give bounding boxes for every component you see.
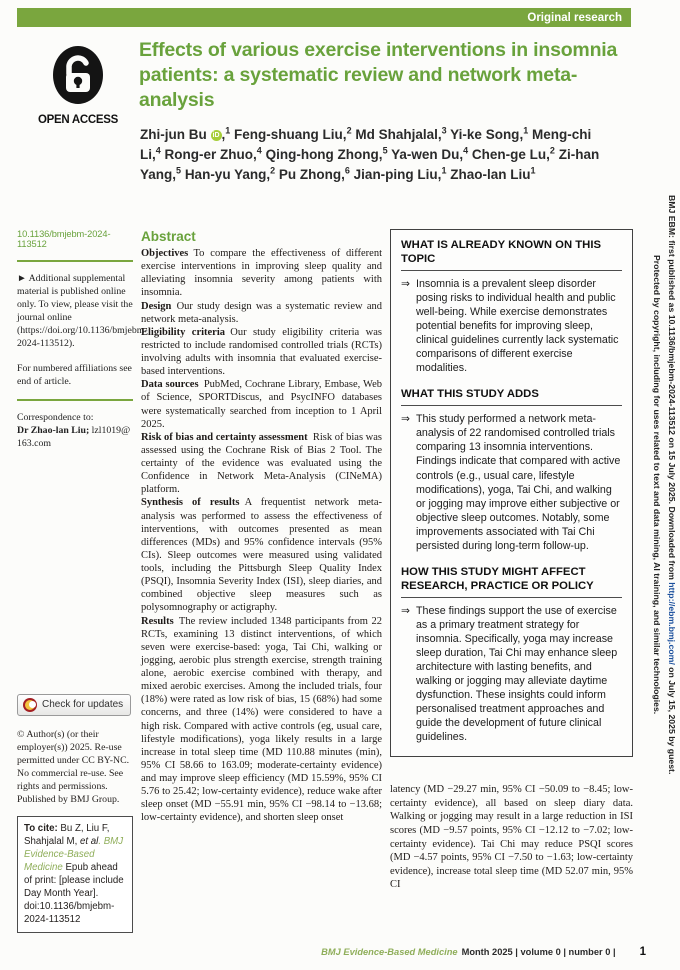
abstract-paragraph: Eligibility criteria Our study eligibility criteria was restricted to include randomised controlled trials (RCTs) involving adults with insomnia that evaluated exercise-based interventions.	[141, 326, 382, 378]
content-columns	[17, 229, 633, 935]
author-name: Ya-wen Du,$^4$	[391, 145, 469, 162]
right-column	[390, 229, 633, 935]
author-name: Zi-han Yang,$^5$	[140, 146, 600, 182]
affiliations-note: For numbered affiliations see end of article.	[17, 363, 132, 388]
open-access-lock-icon	[51, 44, 105, 106]
author-list	[140, 124, 600, 184]
copyright-sidebar-vertical	[637, 0, 679, 970]
doi-text: 10.1136/bmjebm-2024-113512	[17, 229, 111, 249]
open-access-label: OPEN ACCESS	[38, 114, 118, 126]
vertical-notice-text: BMJ EBM: first published as 10.1136/bmjebm-2024-113512 on 15 July 2025. Downloaded from	[667, 195, 677, 583]
cite-rest: Epub ahead of print: [please include Day Month Year]. doi:10.1136/bmjebm-2024-113512	[24, 862, 124, 925]
key-points-box	[390, 229, 633, 757]
cite-label: To cite:	[24, 823, 58, 834]
arrow-bullet-icon: ⇒	[401, 604, 410, 617]
supplemental-note: ► Additional supplemental material is published online only. To view, please visit the journal online (https://doi.org/10.1136/bmjebm-2024-113512).	[17, 273, 148, 350]
abstract-paragraph: Results The review included 1348 participants from 22 RCTs, examining 13 distinct interventions, of which seven were exercise-based: yoga, Tai Chi, walking or jogging, aerobic plus strength exercise, strength training alone, aerobic exercise combined with therapy, and mixed aerobic exercises. Among the included trials, four (18%) were rated as low risk of bias, 15 (68%) had some concerns, and three (14%) were considered to have a high risk. Compared with active controls (eg, usual care, lifestyle modifications), yoga likely results in a large increase in total sleep time (MD 110.88 minutes (min), 95% CI 58.66 to 163.09; moderate-certainty evidence) and may improve sleep efficiency (MD 15.59%, 95% CI 5.76 to 25.42; low-certainty evidence), reduce wake after sleep onset (MD −55.91 min, 95% CI −98.14 to −13.68; low-certainty evidence), and shorten sleep onset	[141, 615, 382, 824]
abstract-heading: Abstract	[141, 229, 196, 244]
author-name: Md Shahjalal,$^3$	[355, 125, 447, 142]
footer-issue-info: Month 2025 | volume 0 | number 0 |	[461, 947, 616, 957]
correspondence-name: Dr Zhao-lan Liu;	[17, 425, 90, 437]
vertical-notice-line2: Protected by copyright, including for uses related to text and data mining, AI training, and similar technologies.	[651, 255, 662, 715]
left-sidebar	[17, 229, 148, 935]
sidebar-divider	[17, 260, 133, 262]
copyright-notice: © Author(s) (or their employer(s)) 2025. Re-use permitted under CC BY-NC. No commercial re-use. See rights and permissions. Published by BMJ Group.	[17, 728, 130, 805]
abstract-paragraph: Objectives To compare the effectiveness of different exercise interventions in improving sleep quality and alleviating insomnia severity among patients with insomnia.	[141, 248, 382, 299]
author-name: Qing-hong Zhong,$^5$	[265, 145, 388, 162]
abstract-paragraph: Synthesis of results A frequentist network meta-analysis was performed to assess the effectiveness of interventions, with outcomes presented as mean differences (MDs) and 95% confidence intervals (95% CIs). Sleep outcomes were measured using validated tools, including the Pittsburgh Sleep Quality Index (PSQI), Insomnia Severity Index (ISI), sleep diaries, and combined objective sleep measures such as polysomnography or actigraphy.	[141, 497, 382, 614]
author-name: Zhi-jun Bu iD ,$^1$	[140, 125, 231, 142]
key-points-heading: HOW THIS STUDY MIGHT AFFECT RESEARCH, PRACTICE OR POLICY	[401, 565, 622, 598]
key-point-item	[401, 604, 622, 744]
key-point-text: Insomnia is a prevalent sleep disorder posing risks to individual health and public well-being. While exercise demonstrates potential benefits for improving sleep, clinical guidelines currently lack systematic comparisons of different exercise modalities.	[415, 278, 619, 375]
author-name: Pu Zhong,$^6$	[278, 165, 350, 182]
abstract-paragraph: Data sources PubMed, Cochrane Library, Embase, Web of Science, SPORTDiscus, and PsycINFO databases were systematically searched from inception to 1 April 2025.	[141, 379, 382, 430]
cite-journal-name: . BMJ Evidence-Based Medicine	[24, 836, 124, 873]
abstract-paragraph: Design Our study design was a systematic review and network meta-analysis.	[141, 300, 382, 325]
author-name: Chen-ge Lu,$^2$	[471, 145, 555, 162]
abstract-body	[141, 247, 382, 825]
sidebar-divider	[17, 399, 133, 401]
check-for-updates-button[interactable]	[17, 694, 131, 716]
author-name: Feng-shuang Liu,$^2$	[234, 125, 352, 142]
key-points-section	[401, 387, 622, 552]
abstract-column	[141, 229, 382, 935]
author-name: Meng-chi Li,$^4$	[140, 126, 592, 162]
check-for-updates-label: Check for updates	[42, 699, 124, 711]
key-points-section	[401, 565, 622, 744]
vertical-notice-text: on July 15, 2025 by guest.	[667, 665, 677, 775]
author-name: Zhao-lan Liu$^1$	[450, 165, 536, 182]
key-points-section	[401, 238, 622, 375]
vertical-notice-line1	[664, 0, 679, 970]
article-title: Effects of various exercise interventions in insomnia patients: a systematic review and network meta-analysis	[139, 39, 618, 111]
arrow-bullet-icon: ⇒	[401, 278, 410, 291]
abstract-paragraph: Risk of bias and certainty assessment Risk of bias was assessed using the Cochrane Risk of Bias 2 Tool. The certainty of the evidence was evaluated using the Confidence in Network Meta-Analysis (CINeMA) platform.	[141, 431, 382, 496]
sidebar-bottom-group	[17, 694, 133, 933]
author-name: Rong-er Zhuo,$^4$	[164, 145, 262, 162]
page-number: 1	[639, 946, 646, 958]
results-continuation: latency (MD −29.27 min, 95% CI −50.09 to −8.45; low-certainty evidence), all based on sleep diary data. Walking or jogging may result in a large reduction in ISI scores (MD −9.57 points, 95% CI −12.12 to −7.02; low-certainty evidence). Tai Chi may reduce PSQI scores (MD −4.57 points, 95% CI −7.50 to −1.63; low-certainty evidence), increase total sleep time (MD 52.07 min, 95% CI	[390, 783, 633, 891]
citation-box	[17, 816, 133, 933]
key-point-text: This study performed a network meta-analysis of 22 randomised controlled trials comparing 13 insomnia interventions. Findings indicate that compared with active controls (e.g., usual care, lifestyle modifications), yoga, Tai Chi, and walking or jogging may improve either subjective or objective sleep outcomes. Notably, some improvements associated with Tai Chi persisted during long-term follow-up.	[415, 413, 621, 552]
author-name: Han-yu Yang,$^2$	[184, 165, 276, 182]
key-point-item	[401, 277, 622, 375]
masthead	[17, 36, 633, 126]
article-type-banner	[17, 8, 631, 27]
correspondence-block	[17, 411, 133, 450]
article-type-label: Original research	[527, 11, 622, 24]
author-name: Yi-ke Song,$^1$	[450, 125, 529, 142]
key-point-item	[401, 412, 622, 552]
cite-etal: et al	[80, 836, 99, 847]
orcid-icon[interactable]: iD	[212, 131, 220, 139]
correspondence-label: Correspondence to:	[17, 412, 94, 424]
footer-journal-name: BMJ Evidence-Based Medicine	[321, 947, 458, 957]
cite-authors: Bu Z, Liu F, Shahjalal M,	[24, 823, 110, 847]
key-points-heading: WHAT THIS STUDY ADDS	[401, 387, 622, 406]
key-points-heading: WHAT IS ALREADY KNOWN ON THIS TOPIC	[401, 238, 622, 271]
correspondence-email[interactable]: lzl1019@ 163.com	[17, 425, 131, 450]
key-point-text: These findings support the use of exercise as a primary treatment strategy for insomnia. Specifically, yoga may increase sleep duration, Tai Chi may enhance sleep architecture with lasting benefits, and walking or jogging may alleviate daytime dysfunction. These insights could inform personalised treatment approaches and guide the development of future clinical guidelines.	[415, 604, 618, 743]
author-name: Jian-ping Liu,$^1$	[353, 165, 447, 182]
vertical-notice-url: http://ebm.bmj.com/	[667, 582, 677, 666]
open-access-block	[17, 36, 139, 126]
arrow-bullet-icon: ⇒	[401, 413, 410, 426]
crossmark-icon	[23, 698, 37, 712]
page-footer	[17, 946, 646, 958]
